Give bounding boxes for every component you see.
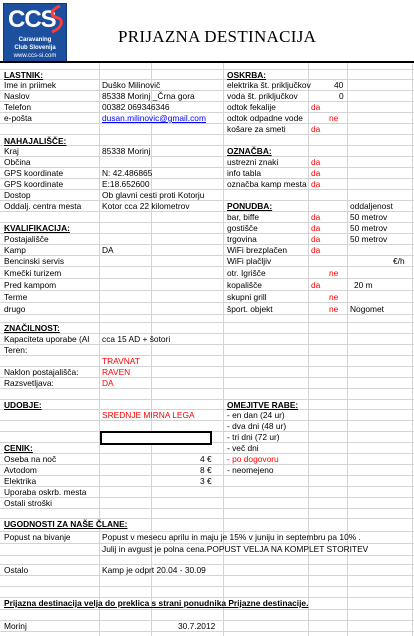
ponudba-value[interactable]: da — [311, 212, 321, 222]
label-kapaciteta: Kapaciteta uporabe (Al — [4, 334, 90, 344]
ponudba-value[interactable]: da — [311, 280, 321, 290]
ponudba-distance[interactable]: 20 m — [354, 280, 373, 290]
value-razsvetljava[interactable]: DA — [102, 378, 114, 388]
label-naslov: Naslov — [4, 91, 30, 101]
value-telefon[interactable]: 00382 069346346 — [102, 102, 170, 112]
grid-row-line — [0, 586, 414, 587]
label-teren: Teren: — [4, 345, 28, 355]
header-divider — [0, 61, 414, 63]
label-oddaljenost-centra: Oddalj. centra mesta — [4, 201, 82, 211]
label-gps-n: GPS koordinate — [4, 168, 64, 178]
ponudba-label: bar, biffe — [227, 212, 259, 222]
distance-header: oddaljenost — [350, 201, 393, 211]
label-kraj: Kraj — [4, 146, 19, 156]
logo-letters: CCS — [8, 6, 56, 33]
cenik-value[interactable]: 3 € — [200, 476, 212, 486]
grid-row-line — [0, 322, 414, 323]
value-naslov[interactable]: 85338 Morinj _Črna gora — [102, 91, 195, 101]
omejitve-item: - neomejeno — [227, 465, 274, 475]
section-heading-cenik: CENIK: — [4, 443, 33, 453]
label-telefon: Telefon — [4, 102, 32, 112]
grid-row-line — [0, 314, 414, 315]
ponudba-distance[interactable]: Nogomet — [350, 304, 384, 314]
grid-row-line — [0, 388, 414, 389]
ponudba-label: skupni grill — [227, 292, 267, 302]
cenik-value[interactable]: 4 € — [200, 454, 212, 464]
logo-line-1: Caravaning — [18, 37, 52, 43]
ponudba-distance[interactable]: 50 metrov — [350, 223, 388, 233]
value-gps-e[interactable]: E:18.652600 — [102, 179, 150, 189]
grid-row-line — [0, 508, 414, 509]
oznacba-value[interactable]: da — [311, 179, 321, 189]
grid-row-line — [0, 609, 414, 610]
page-title: PRIJAZNA DESTINACIJA — [118, 27, 317, 46]
ponudba-value[interactable]: da — [311, 234, 321, 244]
kvalifikacija-label: drugo — [4, 304, 26, 314]
section-heading-ponudba: PONUDBA: — [227, 201, 273, 211]
oskrba-label: odtok fekalije — [227, 102, 276, 112]
footer-note: Prijazna destinacija velja do preklica s strani ponudnika Prijazne destinacije. — [4, 598, 309, 608]
section-heading-omejitve: OMEJITVE RABE: — [227, 400, 299, 410]
omejitve-item: - več dni — [227, 443, 259, 453]
grid-row-line — [0, 112, 414, 113]
section-heading-oskrba: OSKRBA: — [227, 70, 267, 80]
grid-row-line — [0, 555, 414, 556]
section-heading-lastnik: LASTNIK: — [4, 70, 44, 80]
label-naklon: Naklon postajališča: — [4, 367, 79, 377]
value-kapaciteta[interactable]: cca 15 AD + šotori — [102, 334, 171, 344]
section-heading-udobje: UDOBJE: — [4, 400, 42, 410]
value-oddaljenost-centra[interactable]: Kotor cca 22 kilometrov — [102, 201, 190, 211]
ponudba-label: WiFi plačljiv — [227, 256, 272, 266]
ponudba-distance[interactable]: 50 metrov — [350, 212, 388, 222]
oskrba-value[interactable]: 40 — [334, 80, 344, 90]
ponudba-value[interactable]: ne — [329, 292, 339, 302]
logo-line-2: Club Slovenija — [14, 45, 56, 51]
footer-place: Morinj — [4, 621, 27, 631]
ponudba-distance[interactable]: €/h — [393, 256, 405, 266]
value-ostalo[interactable]: Kamp je odprt 20.04 - 30.09 — [102, 565, 206, 575]
cenik-label: Uporaba oskrb. mesta — [4, 487, 87, 497]
value-gps-n[interactable]: N: 42.486865 — [102, 168, 153, 178]
value-udobje[interactable]: SREDNJE MIRNA LEGA — [102, 410, 195, 420]
grid-row-line — [0, 278, 414, 279]
cenik-value[interactable]: 8 € — [200, 465, 212, 475]
section-heading-znacilnost: ZNAČILNOST: — [4, 323, 60, 333]
grid-row-line — [0, 134, 414, 135]
grid-row-line — [0, 123, 414, 124]
logo-website: www.ccs-si.com — [13, 53, 57, 59]
kvalifikacija-label: Postajališče — [4, 234, 49, 244]
value-ime[interactable]: Duško Milinovič — [102, 80, 161, 90]
ponudba-label: WiFi brezplačen — [227, 245, 288, 255]
grid-row-line — [0, 420, 414, 421]
ponudba-value[interactable]: ne — [329, 268, 339, 278]
grid-row-line — [0, 631, 414, 632]
oskrba-value[interactable]: da — [311, 124, 321, 134]
oskrba-value[interactable]: ne — [329, 113, 339, 123]
label-obcina: Občina — [4, 157, 31, 167]
omejitve-item: - tri dni (72 ur) — [227, 432, 280, 442]
cenik-label: Avtodom — [4, 465, 37, 475]
footer-date: 30.7.2012 — [178, 621, 216, 631]
oskrba-label: košare za smeti — [227, 124, 286, 134]
ponudba-value[interactable]: da — [311, 245, 321, 255]
kvalifikacija-label: Bencinski servis — [4, 256, 65, 266]
kvalifikacija-label: Kmečki turizem — [4, 268, 62, 278]
cenik-label: Oseba na noč — [4, 454, 57, 464]
oznacba-label: info tabla — [227, 168, 261, 178]
oznacba-label: označba kamp mesta — [227, 179, 307, 189]
grid-row-line — [0, 399, 414, 400]
oskrba-label: elektrika št. priključkov — [227, 80, 311, 90]
label-ostalo: Ostalo — [4, 565, 29, 575]
kvalifikacija-label: Pred kampom — [4, 280, 57, 290]
label-dostop: Dostop — [4, 190, 31, 200]
cenik-label: Ostali stroški — [4, 498, 52, 508]
oznacba-value[interactable]: da — [311, 157, 321, 167]
value-kraj[interactable]: 85338 Morinj — [102, 146, 151, 156]
section-heading-ugodnosti: UGODNOSTI ZA NAŠE ČLANE: — [4, 519, 128, 529]
grid-row-line — [0, 377, 414, 378]
grid-row-line — [0, 355, 414, 356]
value-kamp[interactable]: DA — [102, 245, 114, 255]
kvalifikacija-label: Terme — [4, 292, 28, 302]
ccs-logo — [3, 3, 67, 62]
grid-row-line — [0, 244, 414, 245]
logo-swoosh-icon — [46, 4, 64, 34]
ponudba-label: trgovina — [227, 234, 257, 244]
omejitve-item: - po dogovoru — [227, 454, 279, 464]
ponudba-value[interactable]: da — [311, 223, 321, 233]
value-popust-line-2[interactable]: Julij in avgust je polna cena.POPUST VELJA NA KOMPLET STORITEV — [102, 544, 369, 554]
grid-row-line — [0, 101, 414, 102]
grid-row-line — [0, 189, 414, 190]
grid-row-line — [0, 79, 414, 80]
label-ime: Ime in priimek — [4, 80, 57, 90]
grid-row-line — [0, 302, 414, 303]
cenik-label: Elektrika — [4, 476, 37, 486]
value-teren[interactable]: TRAVNAT — [102, 356, 140, 366]
ponudba-label: šport. objekt — [227, 304, 273, 314]
label-eposta: e-pošta — [4, 113, 32, 123]
grid-row-line — [0, 409, 414, 410]
grid-row-line — [0, 564, 414, 565]
label-razsvetljava: Razsvetljava: — [4, 378, 54, 388]
grid-row-line — [0, 266, 414, 267]
section-heading-kvalifikacija: KVALIFIKACIJA: — [4, 223, 70, 233]
omejitve-item: - dva dni (48 ur) — [227, 421, 287, 431]
grid-row-line — [0, 69, 414, 70]
selected-cell[interactable] — [100, 431, 212, 445]
grid-row-line — [0, 575, 414, 576]
omejitve-item: - en dan (24 ur) — [227, 410, 285, 420]
grid-column-line — [412, 62, 413, 636]
section-heading-nahajalisce: NAHAJALIŠČE: — [4, 136, 67, 146]
grid-row-line — [0, 344, 414, 345]
email-link[interactable]: dusan.milinovic@gmail.com — [102, 113, 206, 123]
oznacba-label: ustrezni znaki — [227, 157, 279, 167]
oskrba-label: odtok odpadne vode — [227, 113, 303, 123]
ponudba-label: gostišče — [227, 223, 258, 233]
grid-row-line — [0, 290, 414, 291]
value-naklon[interactable]: RAVEN — [102, 367, 131, 377]
grid-row-line — [0, 90, 414, 91]
ponudba-distance[interactable]: 50 metrov — [350, 234, 388, 244]
section-heading-oznacba: OZNAČBA: — [227, 146, 272, 156]
value-popust-line-1[interactable]: Popust v mesecu aprilu in maju je 15% v juniju in septembru pa 10% . — [102, 532, 361, 542]
value-dostop[interactable]: Ob glavni cesti proti Kotorju — [102, 190, 205, 200]
kvalifikacija-label: Kamp — [4, 245, 26, 255]
label-popust: Popust na bivanje — [4, 532, 71, 542]
oskrba-value[interactable]: da — [311, 102, 321, 112]
grid-row-line — [0, 497, 414, 498]
ponudba-value[interactable]: ne — [329, 304, 339, 314]
oznacba-value[interactable]: da — [311, 168, 321, 178]
oskrba-label: voda št. priključkov — [227, 91, 298, 101]
label-gps-e: GPS koordinate — [4, 179, 64, 189]
ponudba-label: otr. Igrišče — [227, 268, 266, 278]
ponudba-label: kopališče — [227, 280, 262, 290]
grid-column-line — [99, 62, 100, 636]
oskrba-value[interactable]: 0 — [339, 91, 344, 101]
grid-row-line — [0, 156, 414, 157]
